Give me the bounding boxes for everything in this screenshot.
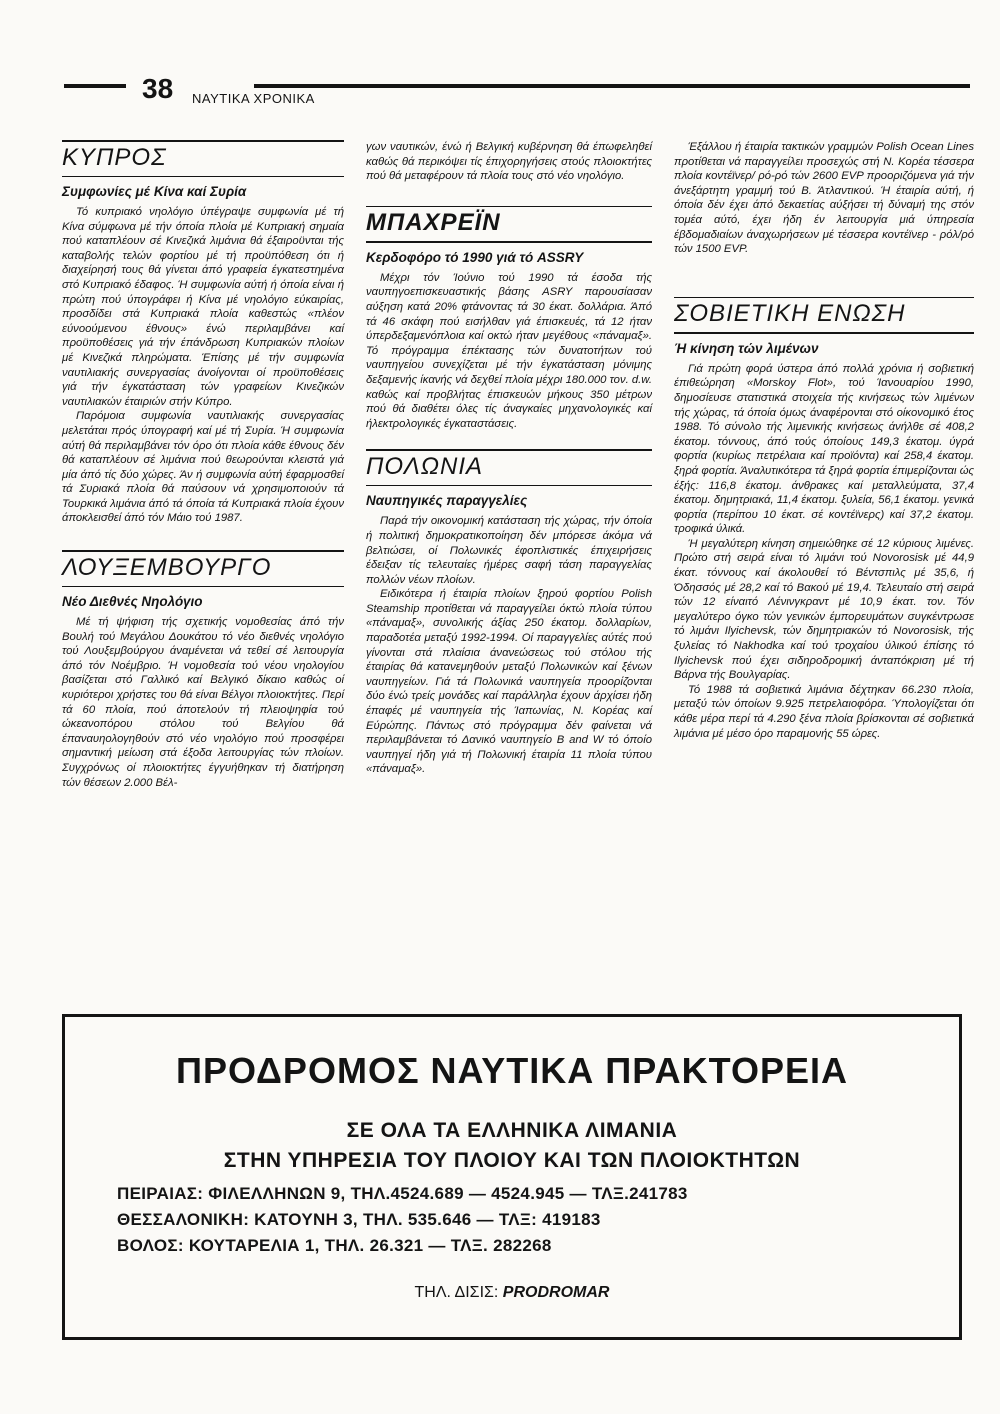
section-rule	[674, 297, 974, 299]
article-paragraph: Τό 1988 τά σοβιετικά λιμάνια δέχτηκαν 66.230 πλοία, μεταξύ τών όποίων 9.925 πετρελαιοφόρα. Ύπολογίζεται ότι κάθε μέρα περί τά 4.290 ξένα πλοία βρίσκονται σέ σοβιετικά λιμάνια μέ μέσο όρο παραμονής 55 ώρες.	[674, 683, 974, 740]
article-paragraph: Μέ τή ψήφιση τής σχετικής νομοθεσίας άπό τήν Βουλή τού Μεγάλου Δουκάτου τό νέο διεθνές νηολόγιο τού Λουξεμβούργου άναμένεται νά τεθεί σέ λειτουργία άπό τόν Νοέμβριο. Ή νομοθεσία τού νέου νηολογίου βασίζεται στό Γαλλικό καί Βελγικό δίκαιο καθώς οί κυριότεροι χρήστες του θά είναι Βέλγοι πλοιοκτήτες. Περί τά 60 πλοία, πού άποτελούν τή πλειοψηφία τού ώκεανοπόρου στόλου τού Βελγίου θά έπαναυηολογηθούν στό νέο νηολόγιο πού προσφέρει σημαντική μείωση στά έξοδα λειτουργίας τών πλοίων. Συγχρόνως οί πλοιοκτήτες έγγυήθηκαν τή διατήρηση τών θέσεων 2.000 Βέλ-	[62, 616, 344, 789]
section-rule	[366, 449, 652, 451]
article-paragraph: Γιά πρώτη φορά ύστερα άπό πολλά χρόνια ή σοβιετική έπιθεώρηση «Morskoy Flot», τού Ίανουαρίου 1990, δημοσίευσε στατιστικά στοιχεία τής κινήσεως τών λιμένων τής χώρας, τά όποία όμως άναφέρονται στό οίκονομικό έτος 1988. Τό σύνολο τής λιμενικής κινήσεως άνήλθε σέ 408,2 έκατομ. τόνvους, άπό τούς όποίους 149,3 έκατομ. ύγρά φορτία (κυρίως πετρέλαια καί προϊόντα) καί 258,4 έκατομ. ξηρά φορτία. Άναλυτικότερα τά ξηρά φορτία έπιμερίζονται ώς έξής: 116,8 έκατομ. άνθρακες καί μεταλλεύματα, 37,4 έκατομ. δημητριακά, 11,4 έκατομ. ξυλεία, 56,1 έκατομ. γενικά φορτία (περίπου 10 έκατ. σέ κοντέϊνερς) καί 37,2 έκατομ. τροφικά ύλικά.	[674, 362, 974, 536]
section-rule	[62, 550, 344, 552]
section-subrule	[62, 586, 344, 588]
ad-line-ports: ΣΕ ΟΛΑ ΤΑ ΕΛΛΗΝΙΚΑ ΛΙΜΑΝΙΑ	[346, 1119, 678, 1142]
section-title: ΜΠΑΧΡΕΪΝ	[366, 209, 501, 237]
section-rule	[366, 206, 652, 208]
section-title: ΚΥΠΡΟΣ	[62, 143, 167, 171]
article-paragraph: Παρόμοια συμφωνία ναυτιλιακής συνεργασίας μελετάται πρός ύπογραφή καί μέ τή Συρία. Ή συμφωνία αύτή θά περιλαμβάνει τόν όρο ότι πλοία κάθε έθνους δέν θά καταπλέουν σέ λιμάνια πού θεωρούνται κλειστά γιά μία άπό τίς δύο χώρες. Άν ή συμφωνία αύτή έφαρμοσθεί τά Συριακά πλοία θά παύσουν νά χρησιμοποιούν τά Τουρκικά λιμάνια άπό τά όποία τά Κυπριακά πλοία έχουν άποκλεισθεί άπό τόν Μάιο τού 1987.	[62, 410, 344, 525]
article-paragraph-continued: γων ναυτικών, ένώ ή Βελγική κυβέρνηση θά έπωφεληθεί καθώς θά περικόψει τίς έπιχορηγήσεις στούς πλοιοκτήτες πού θά μεταφέρουν τά πλοία τους στό νέο νηολόγιο.	[366, 141, 652, 183]
ad-telegraph	[65, 1283, 959, 1303]
section-subtitle: Κερδοφόρο τό 1990 γιά τό ASSRY	[366, 249, 584, 265]
section-title: ΛΟΥΞΕΜΒΟΥΡΓΟ	[62, 553, 272, 581]
header-rule-right	[254, 84, 970, 88]
section-rule	[62, 140, 344, 142]
ad-address-volos: ΒΟΛΟΣ: ΚΟΥΤΑΡΕΛΙΑ 1, ΤΗΛ. 26.321 — ΤΛΞ. 282268	[117, 1236, 552, 1255]
section-subrule	[674, 332, 974, 334]
ad-line-service: ΣΤΗΝ ΥΠΗΡΕΣΙΑ ΤΟΥ ΠΛΟΙΟΥ ΚΑΙ ΤΩΝ ΠΛΟΙΟΚΤΗΤΩΝ	[223, 1149, 801, 1172]
ad-title: ΠΡΟΔΡΟΜΟΣ ΝΑΥΤΙΚΑ ΠΡΑΚΤΟΡΕΙΑ	[176, 1050, 848, 1091]
article-paragraph: Μέχρι τόν Ίούνιο τού 1990 τά έσοδα τής ναυπηγοεπισκευαστικής βάσης ASRY παρουσίασαν αύξηση κατά 20% φτάνοντας τά 30 έκατ. δολλάρια. Άπό τά 46 σκάφη πού εισήλθαν γιά έπισκευές, τά 12 ήταν ύπερδεξαμενόπλοια καί οκτώ ήταν μεγέθους «πάναμαξ». Τό πρόγραμμα έπέκτασης τών δυνατοτήτων τού ναυπηγείου συνεχίζεται μέ τήν έγκατάσταση μόνιμης δεξαμενής ίκανής νά δεχθεί πλοία μέχρι 180.000 τον. d.w. καθώς καί προβλήτας έπισκευών μήκους 350 μέτρων πού θά διαθέτει όλες τίς άναγκαίες μηχανολογικές καί ήλεκτρολογικές έγκαταστάσεις.	[366, 271, 652, 430]
section-bahrain	[366, 206, 652, 432]
section-subtitle: Νέο Διεθνές Νηολόγιο	[62, 594, 203, 610]
section-soviet-union	[674, 297, 974, 741]
section-title: ΠΟΛΩΝΙΑ	[366, 452, 484, 480]
article-paragraph: Ή μεγαλύτερη κίνηση σημειώθηκε σέ 12 κύριους λιμένες. Πρώτο στή σειρά είναι τό λιμάνι τού Novorosisk μέ 44,9 έκατ. τόννους καί άκολουθεί τό Βέντσπιλς μέ 35,6, ή Όδησσός μέ 28,2 καί τό Βακού μέ 19,4. Τελευταίο στή σειρά τών 12 είναιτό Λένινγκραντ μέ 10,9 έκατ. τον. Τόν μεγαλύτερο όγκο τών γενικών έμπορευμάτων συγκέντρωσε τό λιμάνι Ilyichevsk, τών δημητριακών τό Novorosisk, τής ξυλείας τό Nakhodka καί τού τροχαίου ύλικού έπίσης τό Ilyichevsk πού έχει σιδηροδρομική άνταπόκριση μέ τή Βάρνα τής Βουλγαρίας.	[674, 537, 974, 682]
section-luxembourg	[62, 550, 344, 790]
ad-address-piraeus: ΠΕΙΡΑΙΑΣ: ΦΙΛΕΛΛΗΝΩΝ 9, ΤΗΛ.4524.689 — 4524.945 — ΤΛΞ.241783	[117, 1184, 688, 1203]
article-paragraph: Ειδικότερα ή έταιρία πλοίων ξηρού φορτίου Polish Steamship προτίθεται νά παραγγείλει όκτώ πλοία τύπου «πάναμαξ», συνολικής άξίας 250 έκατομ. δολλαρίων, παραδοτέα μεταξύ 1992-1994. Οί παραγγελίες αύτές πού γίνονται στά πλαίσια άνανεώσεως τού στόλου τής έταιρίας θά κατανεμηθούν μεταξύ Πολωνικών καί ξένων ναυπηγείων. Γιά τά Πολωνικά ναυπηγεία προορίζονται δύο ένώ τρείς μονάδες καί παράλληλα έχουν άρχίσει ήδη έπαφές μέ ναυπηγεία τής Ίαπωνίας, Ν. Κορέας καί Εύρώπης. Πάντως στό πρόγραμμα δέν φαίνεται νά περιλαμβάνεται τό Δανικό ναυπηγείο B and W τό όποίο ναυπηγεί ήδη γιά τή Πολωνική έταιρία 11 πλοία τύπου «πάναμαξ».	[366, 588, 652, 776]
advertisement-box	[62, 1014, 962, 1340]
header-rule-left	[64, 84, 126, 88]
article-paragraph: Παρά τήν οικονομική κατάσταση τής χώρας, τήν όποία ή πολιτική δημοκρατικοποίηση δέν μπόρεσε άκόμα νά βελτιώσει, οί Πολωνικές έφοπλιστικές έπιχειρήσεις έδειξαν τίς τελευταίες ήμέρες σαφή τάση παραγγελίας πολλών νέων πλοίων.	[366, 515, 652, 586]
article-paragraph: Τό κυπριακό νηολόγιο ύπέγραψε συμφωνία μέ τή Κίνα σύμφωνα μέ τήν όποία πλοία μέ Κυπριακή σημαία πού καταπλέουν σέ Κινεζικά λιμάνια θά έξαιροϋνται τής καταβολής τελών φορτίου μέ τή προϋπόθεση ότι ή διαχείρησή τους θά γίνεται άπό γραφεία έγκατεστημένα στό Κυπριακό έδαφος. Ή συμφωνία αύτή ή όποία είναι ή πρώτη πού ύπογράφει ή Κίνα μέ νηολόγιο εύκαιρίας, προσδίδει στά Κυπριακά πλοία καθεστώς «πλέον εύνοούμενου έθνους» ένώ περιλαμβάνει καί προϋποθέσεις γιά τήν έπάνδρωση Κυπριακών πλοίων μέ Κινεζικά πληρώματα. Έπίσης μέ τήν συμφωνία ναυτιλιακής συνεργασίας άνοίγονται οί προϋποθέσεις γιά τήν έγκατάσταση τών γραφείων Κινεζικών ναυτιλιακών έταιριών στήν Κύπρο.	[62, 206, 344, 408]
article-paragraph: Έξάλλου ή έταιρία τακτικών γραμμών Polish Ocean Lines προτίθεται νά παραγγείλει προσεχώς στή Ν. Κορέα τέσσερα πλοία κοντέϊνερ/ ρό-ρό τών 2600 EVP προοριζόμενα γιά τήν άνεξάρτητη γραμμή τού Β. Άτλαντικού. Ή έταιρία αύτή, ή όποία δέν έχει άπό δεκαετίας αύξήσει τή δύναμή της στόν τομέα αύτό, έχει ήδη έν λειτουργία μιά ύπηρεσία έβδομαδιαίων άναχωρήσεων μέ τέσσερα κοντέϊνερ - ρόλ/ρό τών 1500 EVP.	[674, 141, 974, 256]
section-title: ΣΟΒΙΕΤΙΚΗ ΕΝΩΣΗ	[674, 300, 906, 328]
ad-telegraph-label: ΤΗΛ. ΔΙΣΙΣ:	[414, 1284, 499, 1301]
page-number: 38	[142, 73, 174, 104]
section-subrule	[62, 176, 344, 178]
section-subrule	[366, 241, 652, 243]
magazine-name: ΝΑΥΤΙΚΑ ΧΡΟΝΙΚΑ	[192, 91, 315, 106]
column-1	[62, 140, 344, 790]
section-poland	[366, 449, 652, 777]
column-3	[674, 140, 974, 741]
column-2	[366, 140, 652, 777]
section-subtitle: Ή κίνηση τών λιμένων	[674, 340, 819, 356]
section-subtitle: Ναυπηγικές παραγγελίες	[366, 493, 528, 509]
section-cyprus	[62, 140, 344, 526]
section-subrule	[366, 485, 652, 487]
ad-address-thessaloniki: ΘΕΣΣΑΛΟΝΙΚΗ: ΚΑΤΟΥΝΗ 3, ΤΗΛ. 535.646 — ΤΛΞ: 419183	[117, 1210, 601, 1229]
page-header	[64, 74, 970, 108]
section-subtitle: Συμφωνίες μέ Κίνα καί Συρία	[62, 184, 247, 199]
ad-telegraph-value: PRODROMAR	[502, 1284, 610, 1301]
